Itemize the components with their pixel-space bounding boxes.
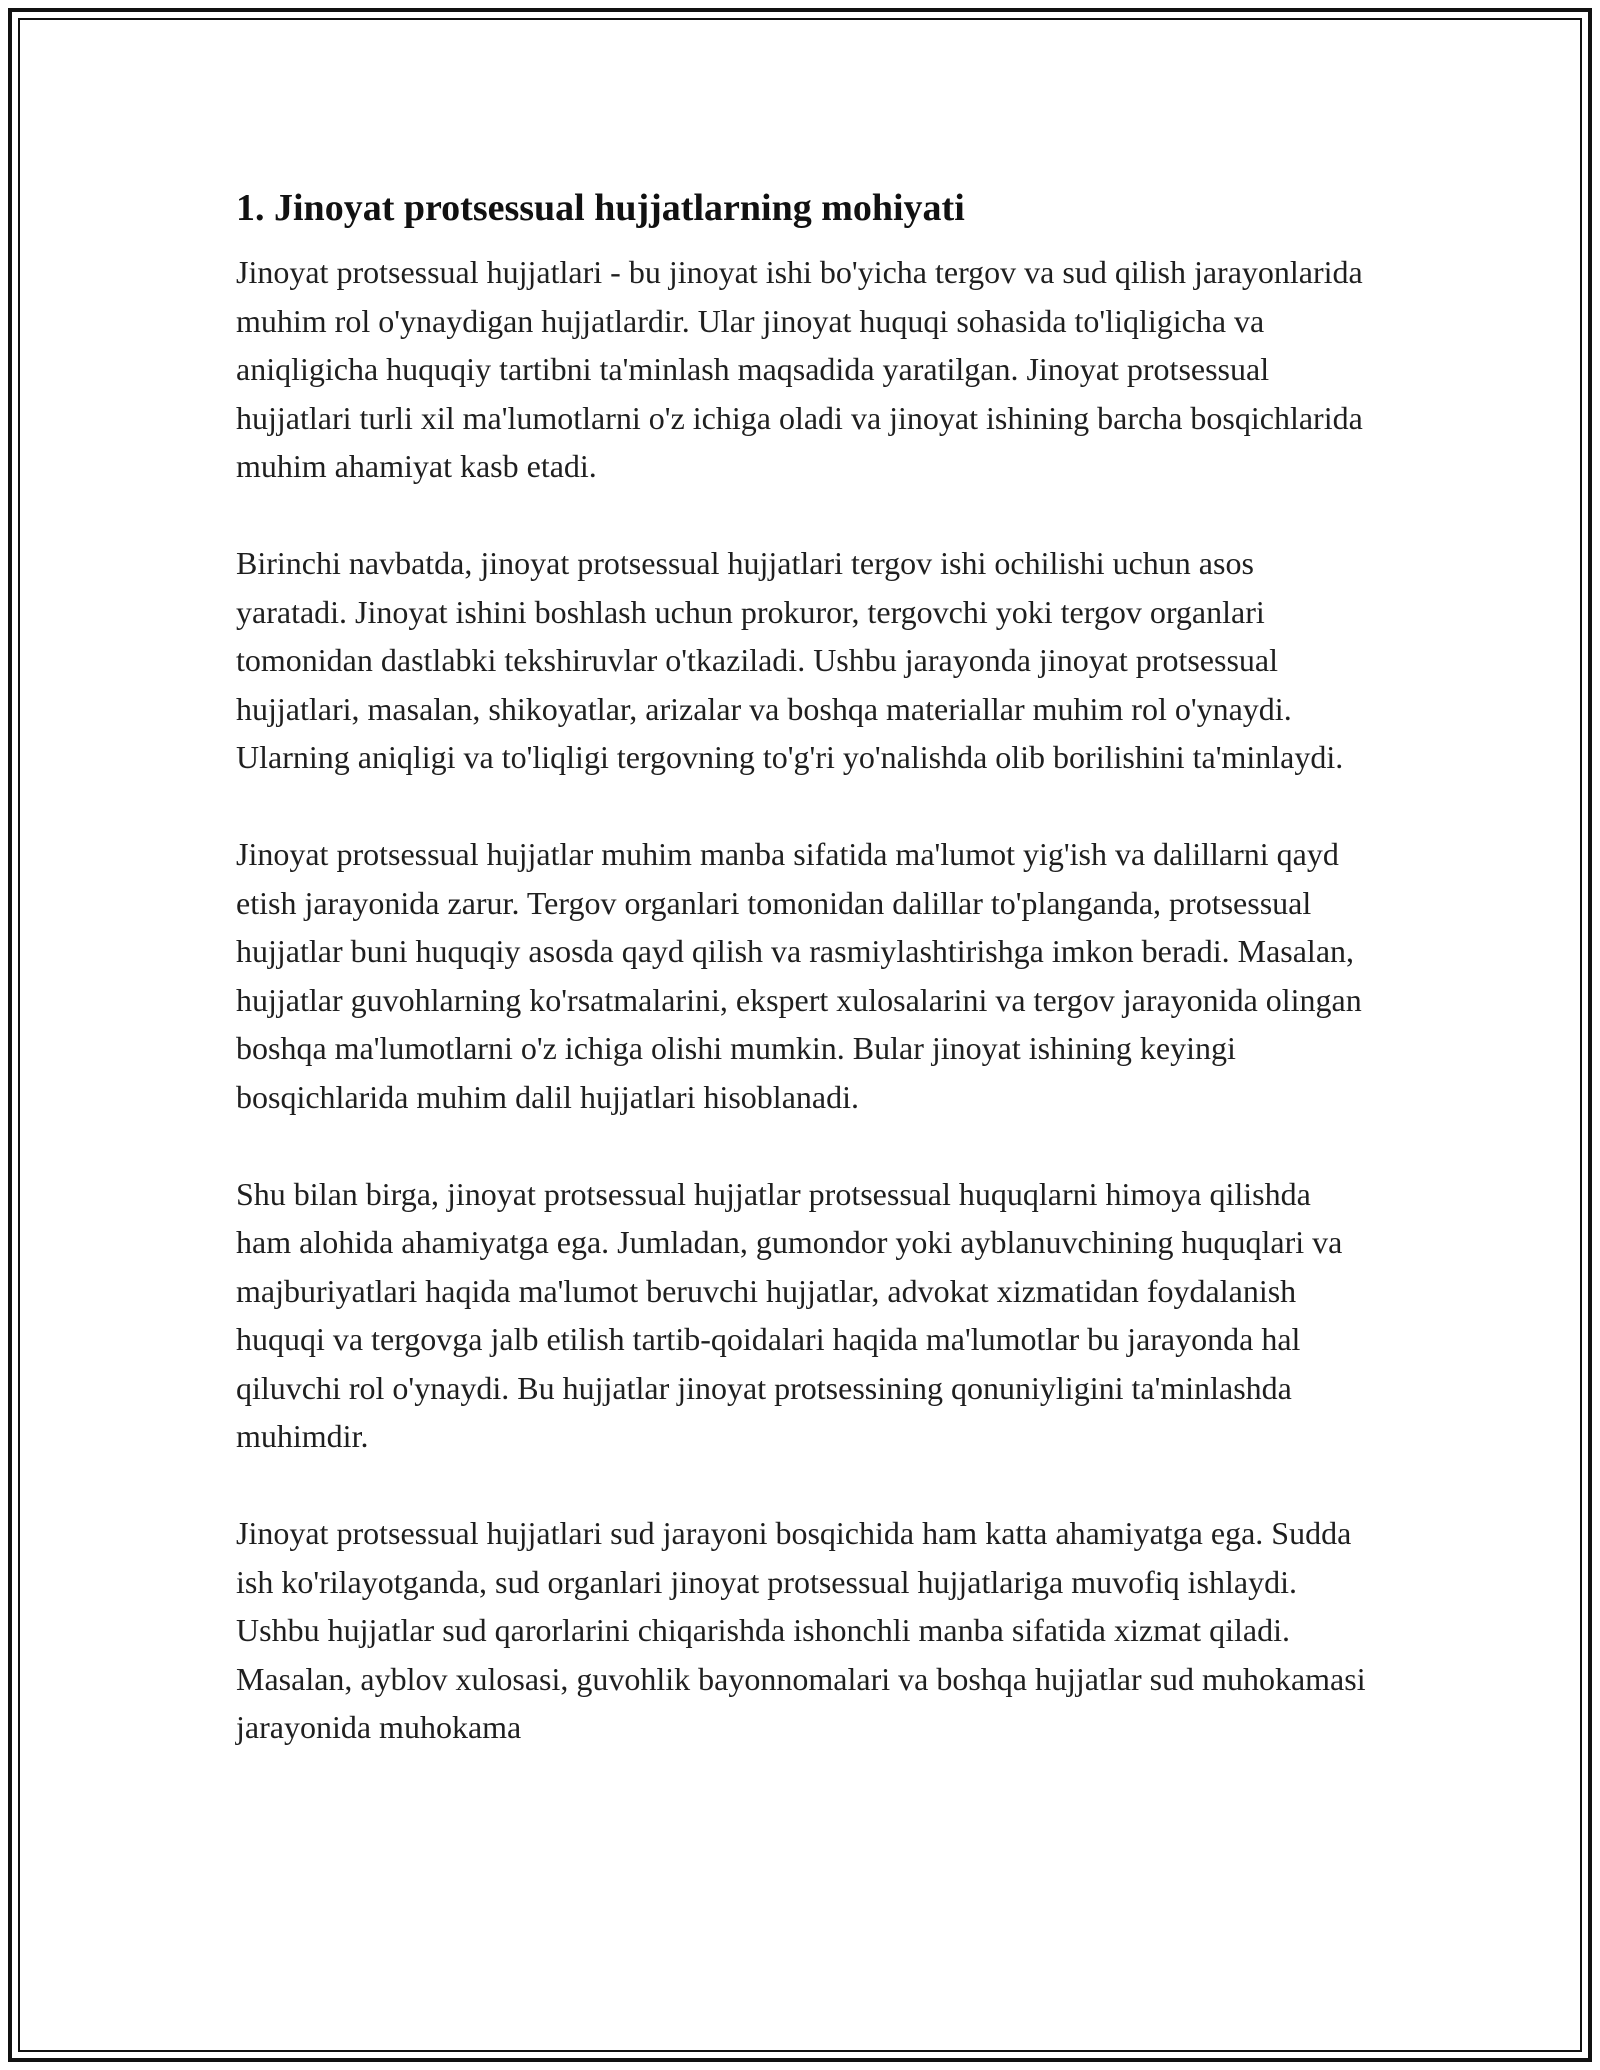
document-body <box>236 184 1366 1800</box>
paragraph-3: Jinoyat protsessual hujjatlar muhim manba sifatida ma'lumot yig'ish va dalillarni qayd etish jarayonida zarur. Tergov organlari tomonidan dalillar to'planganda, protsessual hujjatlar buni huquqiy asosda qayd qilish va rasmiylashtirishga imkon beradi. Masalan, hujjatlar guvohlarning ko'rsatmalarini, ekspert xulosalarini va tergov jarayonida olingan boshqa ma'lumotlarni o'z ichiga olishi mumkin. Bular jinoyat ishining keyingi bosqichlarida muhim dalil hujjatlari hisoblanadi. <box>236 836 1362 1115</box>
paragraph-4: Shu bilan birga, jinoyat protsessual hujjatlar protsessual huquqlarni himoya qilishda ham alohida ahamiyatga ega. Jumladan, gumondor yoki ayblanuvchining huquqlari va majburiyatlari haqida ma'lumot beruvchi hujjatlar, advokat xizmatidan foydalanish huquqi va tergovga jalb etilish tartib-qoidalari haqida ma'lumotlar bu jarayonda hal qiluvchi rol o'ynaydi. Bu hujjatlar jinoyat protsessining qonuniyligini ta'minlashda muhimdir. <box>236 1175 1343 1454</box>
section-heading: 1. Jinoyat protsessual hujjatlarning mohiyati <box>236 187 965 229</box>
paragraph-1: Jinoyat protsessual hujjatlari - bu jinoyat ishi bo'yicha tergov va sud qilish jarayonlarida muhim rol o'ynaydigan hujjatlardir. Ular jinoyat huquqi sohasida to'liqligicha va aniqligicha huquqiy tartibni ta'minlash maqsadida yaratilgan. Jinoyat protsessual hujjatlari turli xil ma'lumotlarni o'z ichiga oladi va jinoyat ishining barcha bosqichlarida muhim ahamiyat kasb etadi. <box>236 254 1363 484</box>
paragraph-5: Jinoyat protsessual hujjatlari sud jarayoni bosqichida ham katta ahamiyatga ega. Sudda ish ko'rilayotganda, sud organlari jinoyat protsessual hujjatlariga muvofiq ishlaydi. Ushbu hujjatlar sud qarorlarini chiqarishda ishonchli manba sifatida xizmat qiladi. Masalan, ayblov xulosasi, guvohlik bayonnomalari va boshqa hujjatlar sud muhokamasi jarayonida muhokama <box>236 1515 1366 1745</box>
paragraph-2: Birinchi navbatda, jinoyat protsessual hujjatlari tergov ishi ochilishi uchun asos yaratadi. Jinoyat ishini boshlash uchun prokuror, tergovchi yoki tergov organlari tomonidan dastlabki tekshiruvlar o'tkaziladi. Ushbu jarayonda jinoyat protsessual hujjatlari, masalan, shikoyatlar, arizalar va boshqa materiallar muhim rol o'ynaydi. Ularning aniqligi va to'liqligi tergovning to'g'ri yo'nalishda olib borilishini ta'minlaydi. <box>236 545 1344 775</box>
